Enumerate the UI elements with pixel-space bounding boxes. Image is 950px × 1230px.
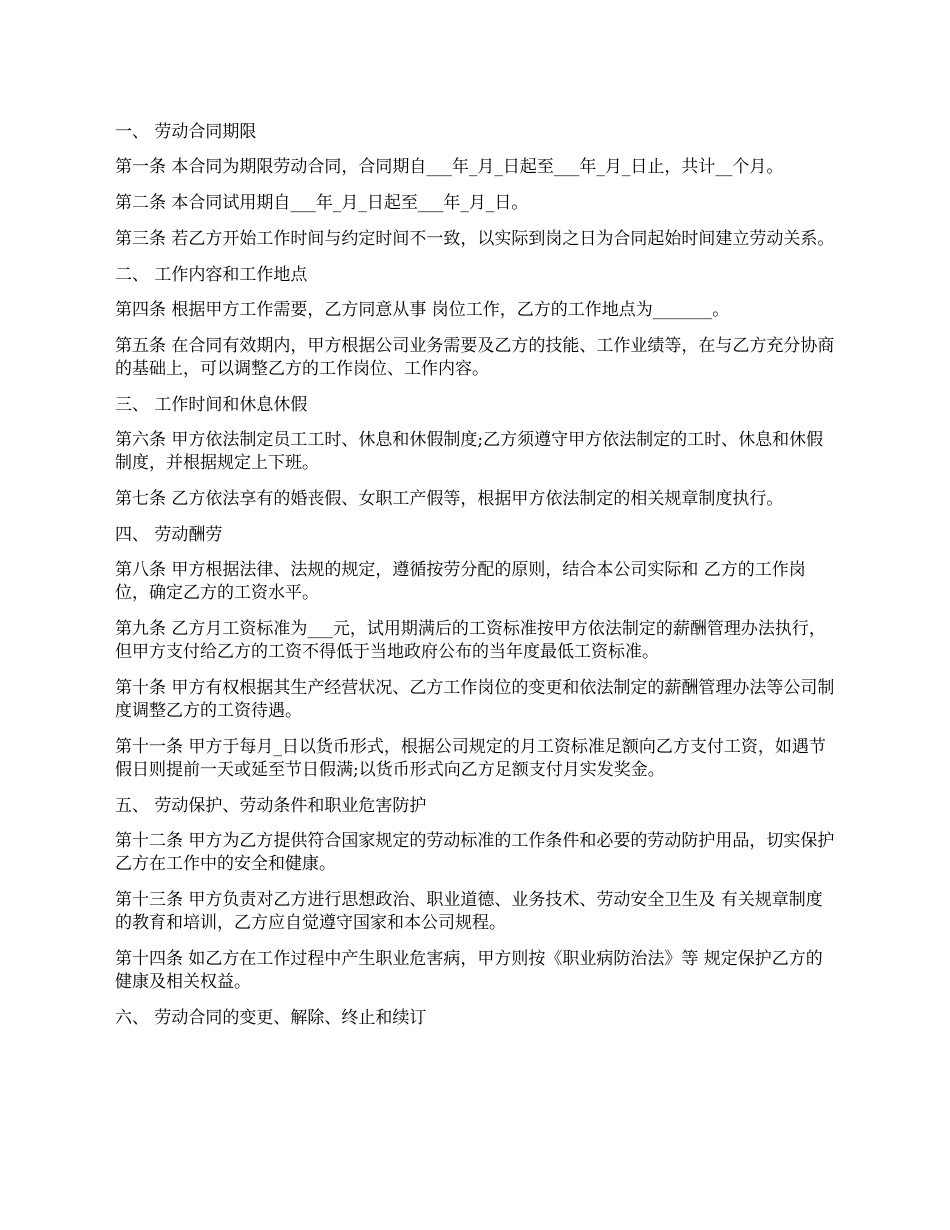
section-heading: 六、 劳动合同的变更、解除、终止和续订 <box>115 1008 427 1028</box>
clause-paragraph: 第七条 乙方依法享有的婚丧假、女职工产假等，根据甲方依法制定的相关规章制度执行。 <box>115 489 784 509</box>
section-heading: 四、 劳动酬劳 <box>115 525 223 545</box>
clause-paragraph: 第五条 在合同有效期内，甲方根据公司业务需要及乙方的技能、工作业绩等，在与乙方充分协商的基础上，可以调整乙方的工作岗位、工作内容。 <box>115 336 835 379</box>
clause-paragraph: 第四条 根据甲方工作需要，乙方同意从事 岗位工作，乙方的工作地点为_______。 <box>115 300 730 320</box>
section-heading: 三、 工作时间和休息休假 <box>115 395 308 415</box>
clause-paragraph: 第九条 乙方月工资标准为___元，试用期满后的工资标准按甲方依法制定的薪酬管理办法执行，但甲方支付给乙方的工资不得低于当地政府公布的当年度最低工资标准。 <box>115 619 826 662</box>
clause-paragraph: 第三条 若乙方开始工作时间与约定时间不一致，以实际到岗之日为合同起始时间建立劳动关系。 <box>115 229 835 249</box>
clause-paragraph: 第六条 甲方依法制定员工工时、休息和休假制度;乙方须遵守甲方依法制定的工时、休息和休假制度，并根据规定上下班。 <box>115 430 824 473</box>
clause-paragraph: 第十一条 甲方于每月_日以货币形式，根据公司规定的月工资标准足额向乙方支付工资，如遇节假日则提前一天或延至节日假满;以货币形式向乙方足额支付月实发奖金。 <box>115 737 826 780</box>
clause-paragraph: 第十二条 甲方为乙方提供符合国家规定的劳动标准的工作条件和必要的劳动防护用品，切实保护乙方在工作中的安全和健康。 <box>115 831 835 874</box>
clause-paragraph: 第十四条 如乙方在工作过程中产生职业危害病，甲方则按《职业病防治法》等 规定保护乙方的健康及相关权益。 <box>115 949 823 992</box>
clause-paragraph: 第一条 本合同为期限劳动合同，合同期自___年_月_日起至___年_月_日止，共计__个月。 <box>115 157 784 177</box>
section-heading: 一、 劳动合同期限 <box>115 122 257 142</box>
clause-paragraph: 第十条 甲方有权根据其生产经营状况、乙方工作岗位的变更和依法制定的薪酬管理办法等公司制度调整乙方的工资待遇。 <box>115 678 835 721</box>
clause-paragraph: 第二条 本合同试用期自___年_月_日起至___年_月_日。 <box>115 193 529 213</box>
section-heading: 五、 劳动保护、劳动条件和职业危害防护 <box>115 796 427 816</box>
section-heading: 二、 工作内容和工作地点 <box>115 265 308 285</box>
clause-paragraph: 第八条 甲方根据法律、法规的规定，遵循按劳分配的原则，结合本公司实际和 乙方的工作岗位，确定乙方的工资水平。 <box>115 560 806 603</box>
clause-paragraph: 第十三条 甲方负责对乙方进行思想政治、职业道德、业务技术、劳动安全卫生及 有关规章制度的教育和培训，乙方应自觉遵守国家和本公司规程。 <box>115 890 823 933</box>
